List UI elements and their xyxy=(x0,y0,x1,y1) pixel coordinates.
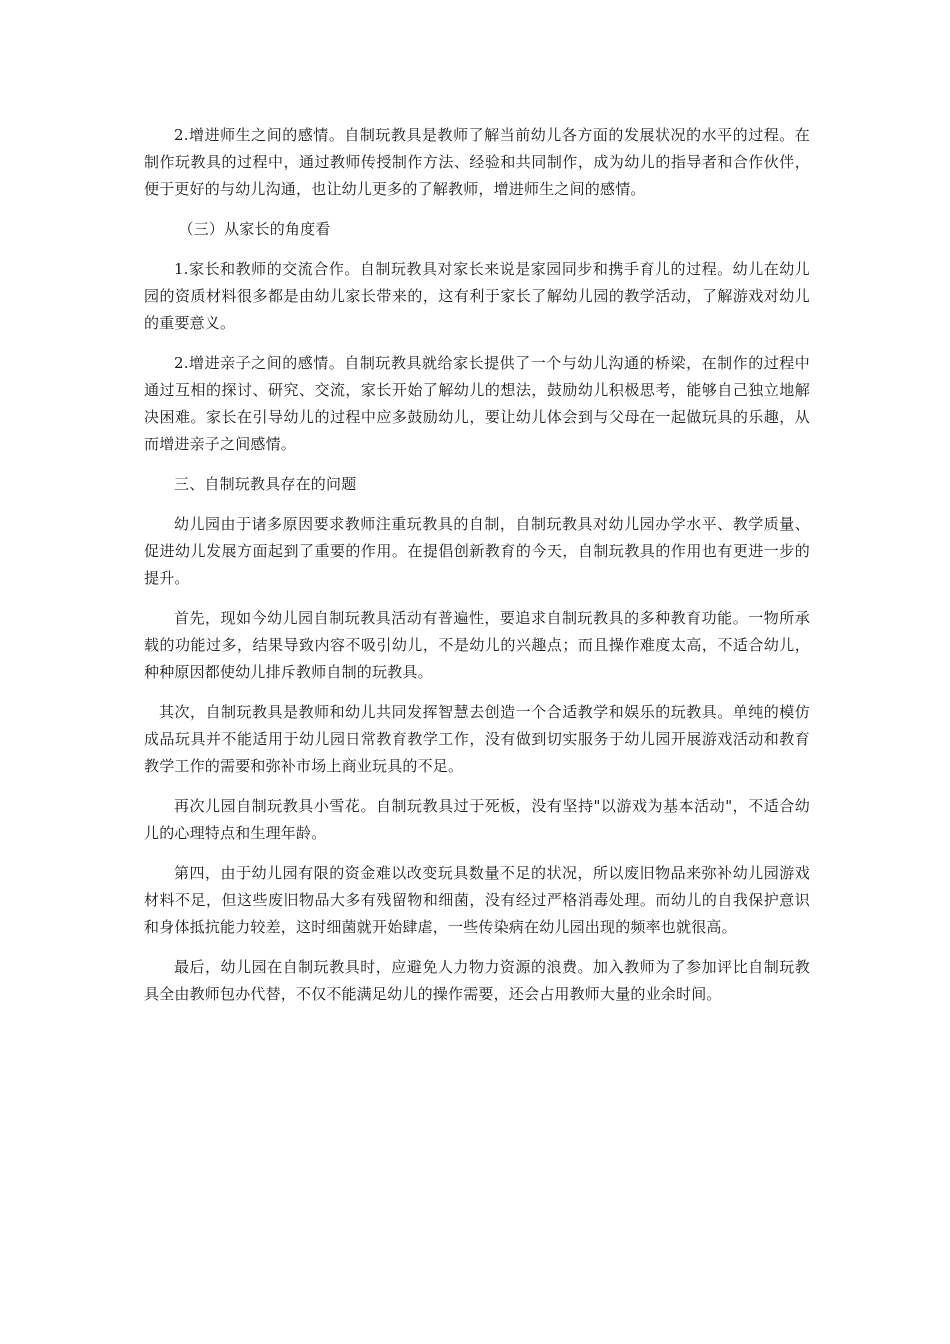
paragraph-problem-third: 再次儿园自制玩教具小雪花。自制玩教具过于死板，没有坚持"以游戏为基本活动"，不适合幼儿的心理特点和生理年龄。 xyxy=(144,797,810,842)
section-heading-problems: 三、自制玩教具存在的问题 xyxy=(174,475,357,493)
paragraph-problems-intro: 幼儿园由于诸多原因要求教师注重玩教具的自制，自制玩教具对幼儿园办学水平、教学质量、促进幼儿发展方面起到了重要的作用。在提倡创新教育的今天，自制玩教具的作用也有更进一步的提升。 xyxy=(144,515,810,587)
paragraph-parent-teacher-cooperation: 1.家长和教师的交流合作。自制玩教具对家长来说是家园同步和携手育儿的过程。幼儿在幼儿园的资质材料很多都是由幼儿家长带来的，这有利于家长了解幼儿园的教学活动，了解游戏对幼儿的重要意义。 xyxy=(144,260,810,332)
document-body xyxy=(144,122,810,1021)
paragraph-problem-first: 首先，现如今幼儿园自制玩教具活动有普遍性，要追求自制玩教具的多种教育功能。一物所承载的功能过多，结果导致内容不吸引幼儿，不是幼儿的兴趣点；而且操作难度太高，不适合幼儿，种种原因都使幼儿排斥教师自制的玩教具。 xyxy=(144,609,810,681)
paragraph-problem-last: 最后，幼儿园在自制玩教具时，应避免人力物力资源的浪费。加入教师为了参加评比自制玩教具全由教师包办代替，不仅不能满足幼儿的操作需要，还会占用教师大量的业余时间。 xyxy=(144,958,810,1003)
paragraph-problem-fourth: 第四，由于幼儿园有限的资金难以改变玩具数量不足的状况，所以废旧物品来弥补幼儿园游戏材料不足，但这些废旧物品大多有残留物和细菌，没有经过严格消毒处理。而幼儿的自我保护意识和身体抵抗能力较差，这时细菌就开始肆虐，一些传染病在幼儿园出现的频率也就很高。 xyxy=(144,864,810,936)
subheading-parent-perspective: （三）从家长的角度看 xyxy=(178,220,331,238)
paragraph-parent-child-bond: 2.增进亲子之间的感情。自制玩教具就给家长提供了一个与幼儿沟通的桥梁，在制作的过程中通过互相的探讨、研究、交流，家长开始了解幼儿的想法，鼓励幼儿积极思考，能够自己独立地解决困难。家长在引导幼儿的过程中应多鼓励幼儿，要让幼儿体会到与父母在一起做玩具的乐趣，从而增进亲子之间感情。 xyxy=(144,354,810,453)
paragraph-teacher-student-bond: 2.增进师生之间的感情。自制玩教具是教师了解当前幼儿各方面的发展状况的水平的过程。在制作玩教具的过程中，通过教师传授制作方法、经验和共同制作，成为幼儿的指导者和合作伙伴，便于更好的与幼儿沟通，也让幼儿更多的了解教师，增进师生之间的感情。 xyxy=(144,126,810,198)
paragraph-problem-second: 其次，自制玩教具是教师和幼儿共同发挥智慧去创造一个合适教学和娱乐的玩教具。单纯的模仿成品玩具并不能适用于幼儿园日常教育教学工作，没有做到切实服务于幼儿园开展游戏活动和教育教学工作的需要和弥补市场上商业玩具的不足。 xyxy=(144,703,810,775)
